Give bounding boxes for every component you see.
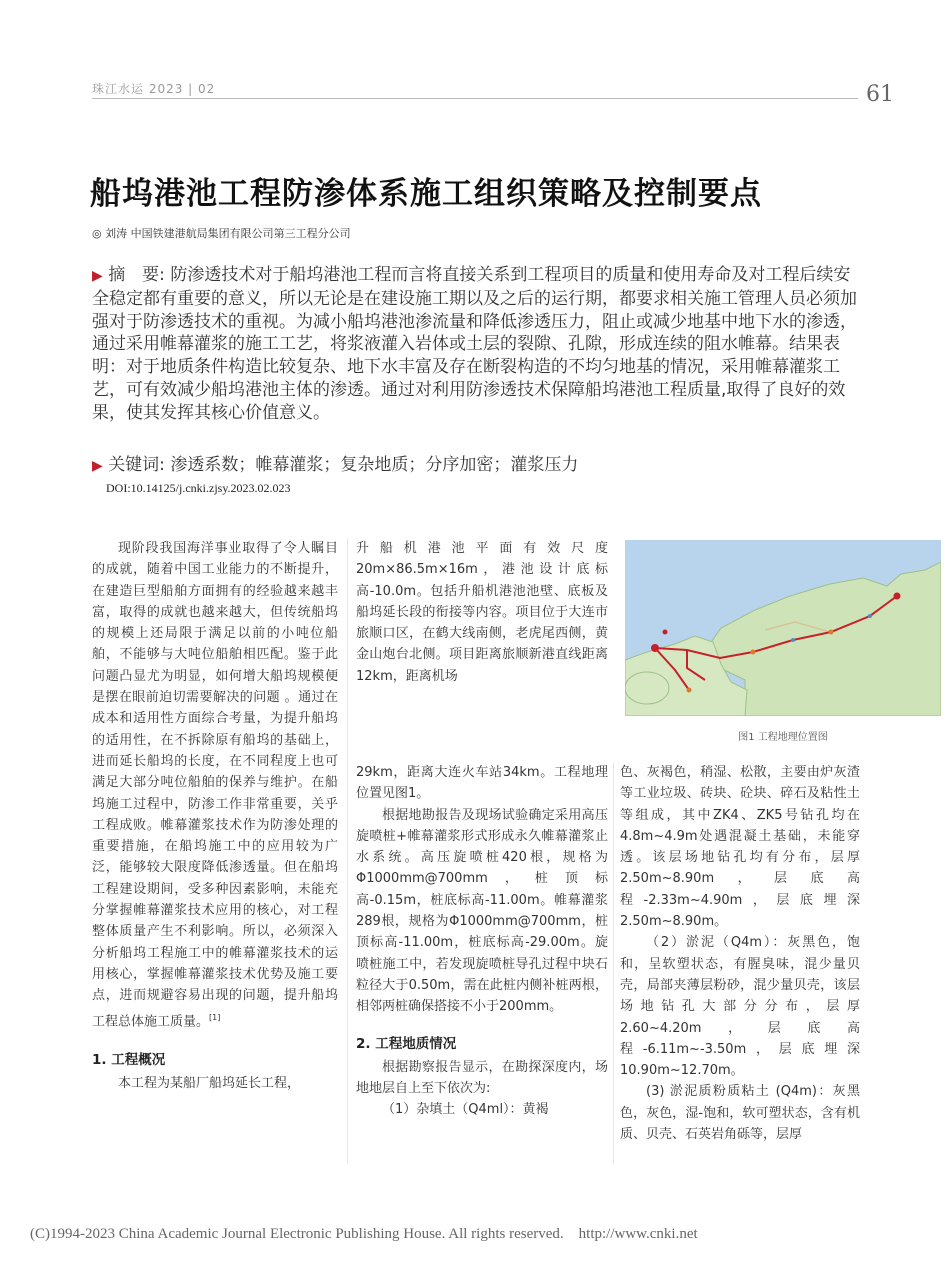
doi: DOI:10.14125/j.cnki.zjsy.2023.02.023 <box>106 481 291 495</box>
triangle-bullet-icon: ▶ <box>92 268 103 284</box>
grouting-paragraph: 根据地勘报告及现场试验确定采用高压旋喷桩+帷幕灌浆形式形成永久帷幕灌浆止水系统。高压旋喷桩420根，规格为Φ1000mm@700mm，桩顶标高-0.15m，桩底标高-11.00m。帷幕灌浆289根，规格为Φ1000mm@700mm，桩顶标高-11.00m，桩底标高-29.00m。旋喷桩施工中，若发现旋喷桩导孔过程中块石粒径大于0.50m，需在此桩内侧补桩两根，相邻两桩确保搭接不小于200mm。 <box>356 807 608 1015</box>
map-graphic <box>625 540 941 716</box>
layer-1-continuation: 色、灰褐色，稍湿、松散，主要由炉灰渣等工业垃圾、砖块、砼块、碎石及粘性土等组成，其中ZK4、ZK5号钻孔均在4.8m~4.9m处遇混凝土基础，未能穿透。该层场地钻孔均有分布，层厚2.50m~8.90m，层底高程-2.33m~4.90m，层底埋深2.50m~8.90m。 <box>620 765 860 930</box>
poi-marker <box>663 630 668 635</box>
column-2-lower <box>356 762 608 1121</box>
project-description: 升船机港池平面有效尺度20m×86.5m×16m，港池设计底标高-10.0m。包括升船机港池池壁、底板及船坞延长段的衔接等内容。项目位于大连市旅顺口区，在鹤大线南侧，老虎尾西侧，黄金山炮台北侧。项目距离旅顺新港直线距离12km，距离机场 <box>356 541 608 684</box>
triangle-bullet-icon: ▶ <box>92 458 103 474</box>
section-2-text: 根据勘察报告显示，在勘探深度内，场地地层自上至下依次为: <box>356 1059 608 1097</box>
layer-2-paragraph: （2）淤泥（Q4m）：灰黑色，饱和，呈软塑状态，有腥臭味，混少量贝壳，局部夹薄层粉砂，混少量贝壳，该层场地钻孔大部分分布，层厚2.60~4.20m，层底高程-6.11m~-3.50m，层底埋深10.90m~12.70m。 <box>620 935 860 1079</box>
figure-caption: 图1 工程地理位置图 <box>738 732 828 743</box>
location-continuation: 29km，距离大连火车站34km。工程地理位置见图1。 <box>356 765 608 802</box>
page-number: 61 <box>866 82 894 107</box>
column-3 <box>620 762 860 1145</box>
keywords <box>92 450 578 475</box>
header-divider <box>92 98 858 99</box>
column-divider <box>613 762 614 1164</box>
column-divider <box>347 538 348 1164</box>
section-2-heading: 2. 工程地质情况 <box>356 1035 457 1052</box>
abstract <box>92 264 858 425</box>
reference-mark: [1] <box>209 1012 221 1022</box>
southern-headland <box>625 672 669 704</box>
poi-marker <box>829 630 834 635</box>
poi-marker <box>868 614 872 618</box>
project-site-marker <box>651 644 659 652</box>
copyright-footer: (C)1994-2023 China Academic Journal Electronic Publishing House. All rights reserved. http://www.cnki.net <box>30 1226 698 1242</box>
intro-paragraph: 现阶段我国海洋事业取得了令人瞩目的成就，随着中国工业能力的不断提升，在建造巨型船舶方面拥有的经验越来越丰富，取得的成就也越来越大，但传统船坞的规模上还局限于满足以前的小吨位船舶，不能够与大吨位船舶相匹配。鉴于此问题凸显尤为明显，如何增大船坞规模便是摆在眼前迫切需要解决的问题 。通过在成本和适用性方面综合考量，为提升船坞的适用性，在不拆除原有船坞的基础上，进而延长船坞的长度，在不同程度上也可满足大部分吨位船舶的保养与维护。在船坞施工过程中，防渗工作非常重要，关乎工程成败。帷幕灌浆技术作为防渗处理的重要措施，在船坞施工中的应用较为广泛，能够较大限度降低渗透量。但在船坞工程建设期间，受多种因素影响，未能充分掌握帷幕灌浆技术应用的核心，对工程整体质量产生不利影响。所以，必须深入分析船坞工程施工中的帷幕灌浆技术的运用核心，掌握帷幕灌浆技术优势及施工要点，进而规避容易出现的问题，提升船坞工程总体施工质量。[1] <box>92 541 338 1029</box>
section-1-heading: 1. 工程概况 <box>92 1052 166 1069</box>
column-2-upper <box>356 538 608 687</box>
column-1 <box>92 538 338 1095</box>
abstract-label: 摘 要: <box>108 265 165 285</box>
author-line: ◎ 刘涛 中国铁建港航局集团有限公司第三工程分公司 <box>92 227 351 240</box>
dalian-station-marker <box>894 593 901 600</box>
location-map-figure <box>625 540 941 716</box>
section-1-text: 本工程为某船厂船坞延长工程， <box>118 1076 301 1092</box>
journal-header: 珠江水运 2023 | 02 <box>92 82 216 96</box>
article-title: 船坞港池工程防渗体系施工组织策略及控制要点 <box>90 176 762 212</box>
layer-1-start: （1）杂填土（Q4ml）：黄褐 <box>382 1102 549 1118</box>
poi-marker <box>687 688 692 693</box>
keywords-text: 渗透系数；帷幕灌浆；复杂地质；分序加密；灌浆压力 <box>164 455 579 475</box>
keywords-label: 关键词: <box>108 455 165 475</box>
poi-marker <box>791 638 795 642</box>
abstract-text: 防渗透技术对于船坞港池工程而言将直接关系到工程项目的质量和使用寿命及对工程后续安全稳定都有重要的意义，所以无论是在建设施工期以及之后的运行期，都要求相关施工管理人员必须加强对于防渗透技术的重视。为减小船坞港池渗流量和降低渗透压力，阻止或减少地基中地下水的渗透，通过采用帷幕灌浆的施工工艺，将浆液灌入岩体或土层的裂隙、孔隙，形成连续的阻水帷幕。结果表明：对于地质条件构造比较复杂、地下水丰富及存在断裂构造的不均匀地基的情况，采用帷幕灌浆工艺，可有效减少船坞港池主体的渗透。通过对利用防渗透技术保障船坞港池工程质量,取得了良好的效果，使其发挥其核心价值意义。 <box>92 265 857 423</box>
layer-3-paragraph: (3) 淤泥质粉质粘土 (Q4m)：灰黑色，灰色，湿-饱和，软可塑状态，含有机质、贝壳、石英岩角砾等，层厚 <box>620 1084 860 1143</box>
poi-marker <box>751 650 756 655</box>
